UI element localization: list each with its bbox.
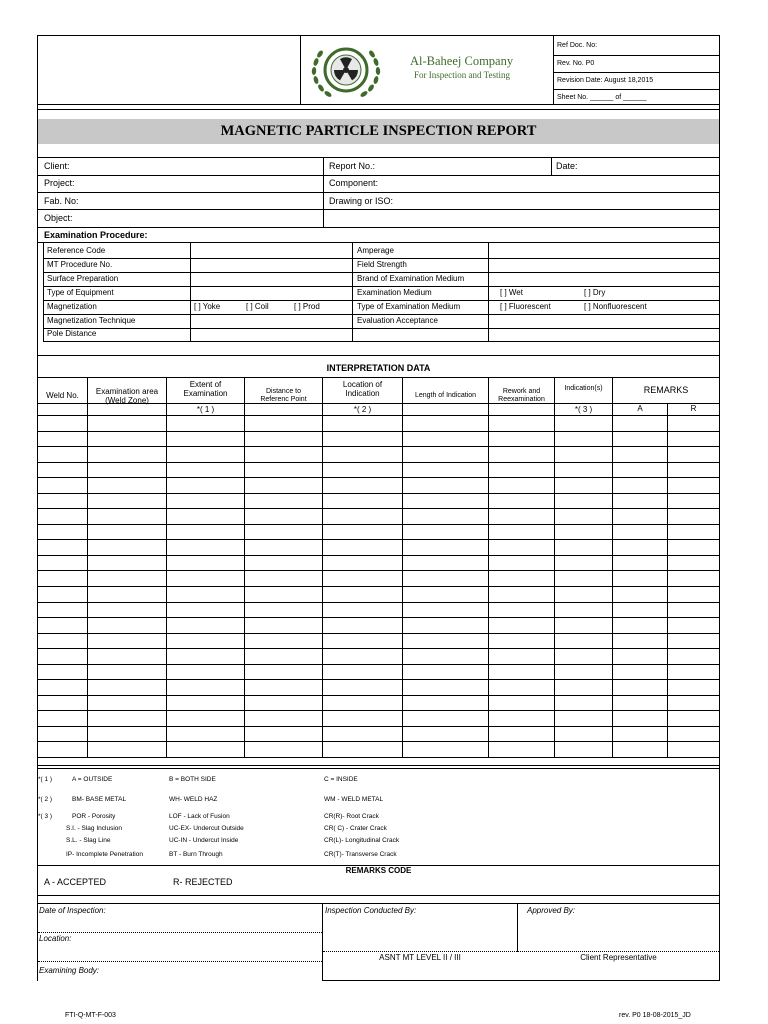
legend-n2-b: WH- WELD HAZ xyxy=(169,796,218,803)
procedure-heading: Examination Procedure: xyxy=(44,230,148,240)
proc-left-row-6: Pole Distance xyxy=(47,329,97,338)
date-label[interactable]: Date: xyxy=(556,161,578,171)
company-name: Al-Baheej Company xyxy=(410,54,514,68)
legend-n3-r3-c: CR(L)- Longitudinal Crack xyxy=(324,837,400,844)
col-indications-note: *( 3 ) xyxy=(574,405,593,414)
grid-col-line xyxy=(244,377,245,757)
grid-row-line xyxy=(37,586,720,587)
col-remarks-r: R xyxy=(690,404,697,413)
prod-checkbox[interactable]: [ ] Prod xyxy=(294,302,320,311)
legend-n1-c: C = INSIDE xyxy=(324,776,358,783)
revision-date-label: Revision Date: August 18,2015 xyxy=(557,77,654,84)
proc-left-row-3: Type of Equipment xyxy=(47,288,114,297)
grid-row-line xyxy=(37,664,720,665)
col-distance-2: Referenc Point xyxy=(260,396,307,403)
component-label[interactable]: Component: xyxy=(329,178,379,188)
col-exam-area-1: Examination area xyxy=(95,387,159,396)
col-length: Length of Indication xyxy=(414,392,477,399)
sheet-label: Sheet No. ______ of ______ xyxy=(557,94,647,101)
legend-n2-c: WM - WELD METAL xyxy=(324,796,384,803)
grid-col-line xyxy=(554,377,555,757)
proc-right-row-5: Evaluation Acceptance xyxy=(357,316,438,325)
remarks-code-heading: REMARKS CODE xyxy=(345,866,412,875)
form-code: FTI-Q-MT-F-003 xyxy=(65,1012,116,1019)
proc-left-row-4: Magnetization xyxy=(47,302,97,311)
coil-checkbox[interactable]: [ ] Coil xyxy=(246,302,269,311)
fab-no-label[interactable]: Fab. No: xyxy=(44,196,79,206)
legend-n3-r1-c: CR(R)- Root Crack xyxy=(324,813,379,820)
legend-n1-b: B = BOTH SIDE xyxy=(169,776,216,783)
grid-col-line xyxy=(322,377,323,757)
legend-n3-r4-b: BT - Burn Through xyxy=(169,851,223,858)
col-extent-note: *( 1 ) xyxy=(196,405,215,414)
col-remarks-a: A xyxy=(637,404,643,413)
legend-n3-r3-a: S.L. - Slag Line xyxy=(66,837,111,844)
company-tagline: For Inspection and Testing xyxy=(414,70,510,80)
report-no-label[interactable]: Report No.: xyxy=(329,161,376,171)
proc-right-row-2: Brand of Examination Medium xyxy=(357,274,465,283)
form-revision: rev. P0 18-08-2015_JD xyxy=(619,1012,691,1019)
col-remarks: REMARKS xyxy=(643,385,689,395)
col-indications: Indication(s) xyxy=(564,385,603,392)
remarks-sub-line xyxy=(612,403,720,404)
legend-n3-r1-a: POR - Porosity xyxy=(72,813,116,820)
proc-right-row-1: Field Strength xyxy=(357,260,407,269)
col-rework-2: Reexamination xyxy=(498,396,545,403)
legend-n1-a: A = OUTSIDE xyxy=(72,776,113,783)
grid-row-line xyxy=(37,648,720,649)
proc-right-row-4: Type of Examination Medium xyxy=(357,302,461,311)
legend-n3-r2-c: CR( C) - Crater Crack xyxy=(324,825,387,832)
conducted-by-label[interactable]: Inspection Conducted By: xyxy=(325,906,417,915)
legend-n3-r2-a: S.I. - Slag Inclusion xyxy=(66,825,122,832)
grid-row-line xyxy=(37,726,720,727)
legend-note-1: *( 1 ) xyxy=(38,776,53,783)
grid-col-line xyxy=(667,403,668,757)
grid-row-line xyxy=(37,602,720,603)
company-logo xyxy=(304,38,404,102)
legend-note-3: *( 3 ) xyxy=(38,813,53,820)
rejected-code: R- REJECTED xyxy=(173,877,233,887)
col-extent-1: Extent of xyxy=(189,380,222,389)
object-label[interactable]: Object: xyxy=(44,213,73,223)
yoke-checkbox[interactable]: [ ] Yoke xyxy=(194,302,221,311)
drawing-label[interactable]: Drawing or ISO: xyxy=(329,196,394,206)
grid-row-line xyxy=(37,508,720,509)
grid-row-line xyxy=(37,431,720,432)
grid-col-line xyxy=(612,377,613,757)
grid-row-line xyxy=(37,539,720,540)
grid-row-line xyxy=(37,524,720,525)
grid-row-line xyxy=(37,741,720,742)
legend-note-2: *( 2 ) xyxy=(38,796,53,803)
grid-row-line xyxy=(37,555,720,556)
accepted-code: A - ACCEPTED xyxy=(44,877,107,887)
grid-row-line xyxy=(37,477,720,478)
col-rework-1: Rework and xyxy=(502,388,541,395)
col-extent-2: Examination xyxy=(183,389,228,398)
client-rep-label: Client Representative xyxy=(580,953,657,962)
grid-col-line xyxy=(402,377,403,757)
grid-row-line xyxy=(37,679,720,680)
col-distance-1: Distance to xyxy=(265,388,302,395)
interpretation-heading: INTERPRETATION DATA xyxy=(326,363,431,373)
grid-row-line xyxy=(37,757,720,758)
legend-n3-r3-b: UC-IN - Undercut Inside xyxy=(169,837,239,844)
legend-n3-r2-b: UC-EX- Undercut Outside xyxy=(169,825,244,832)
client-label[interactable]: Client: xyxy=(44,161,70,171)
col-weld-no: Weld No. xyxy=(46,391,79,400)
col-location-note: *( 2 ) xyxy=(353,405,372,414)
grid-row-line xyxy=(37,695,720,696)
grid-row-line xyxy=(37,493,720,494)
col-location-1: Location of xyxy=(342,380,383,389)
report-title: MAGNETIC PARTICLE INSPECTION REPORT xyxy=(220,123,537,139)
grid-row-line xyxy=(37,633,720,634)
asnt-level-label: ASNT MT LEVEL II / III xyxy=(379,953,461,962)
proc-left-row-5: Magnetization Technique xyxy=(47,316,136,325)
grid-row-line xyxy=(37,617,720,618)
proc-right-row-3: Examination Medium xyxy=(357,288,432,297)
grid-col-line xyxy=(87,377,88,757)
dry-checkbox[interactable]: [ ] Dry xyxy=(584,288,606,297)
grid-row-line xyxy=(37,570,720,571)
proc-left-row-2: Surface Preparation xyxy=(47,274,119,283)
grid-row-line xyxy=(37,462,720,463)
date-of-inspection-label[interactable]: Date of Inspection: xyxy=(39,906,106,915)
grid-col-line xyxy=(488,377,489,757)
location-label[interactable]: Location: xyxy=(39,934,72,943)
fluorescent-checkbox[interactable]: [ ] Fluorescent xyxy=(500,302,551,311)
approved-by-label[interactable]: Approved By: xyxy=(527,906,576,915)
proc-left-row-1: MT Procedure No. xyxy=(47,260,113,269)
nonfluorescent-checkbox[interactable]: [ ] Nonfluorescent xyxy=(584,302,647,311)
grid-row-line xyxy=(37,710,720,711)
col-exam-area-2: (Weld Zone) xyxy=(105,396,149,405)
examining-body-label[interactable]: Examining Body: xyxy=(39,966,100,975)
project-label[interactable]: Project: xyxy=(44,178,75,188)
grid-row-line xyxy=(37,446,720,447)
proc-left-row-0: Reference Code xyxy=(47,246,106,255)
col-location-2: Indication xyxy=(345,389,380,398)
rev-no-label: Rev. No. P0 xyxy=(557,60,595,67)
legend-n3-r4-c: CR(T)- Transverse Crack xyxy=(324,851,397,858)
proc-right-row-0: Amperage xyxy=(357,246,394,255)
ref-doc-label: Ref Doc. No: xyxy=(557,42,598,49)
legend-n2-a: BM- BASE METAL xyxy=(72,796,127,803)
grid-col-line xyxy=(166,377,167,757)
legend-n3-r4-a: IP- Incomplete Penetration xyxy=(66,851,143,858)
wet-checkbox[interactable]: [ ] Wet xyxy=(500,288,523,297)
legend-n3-r1-b: LOF - Lack of Fusion xyxy=(169,813,230,820)
